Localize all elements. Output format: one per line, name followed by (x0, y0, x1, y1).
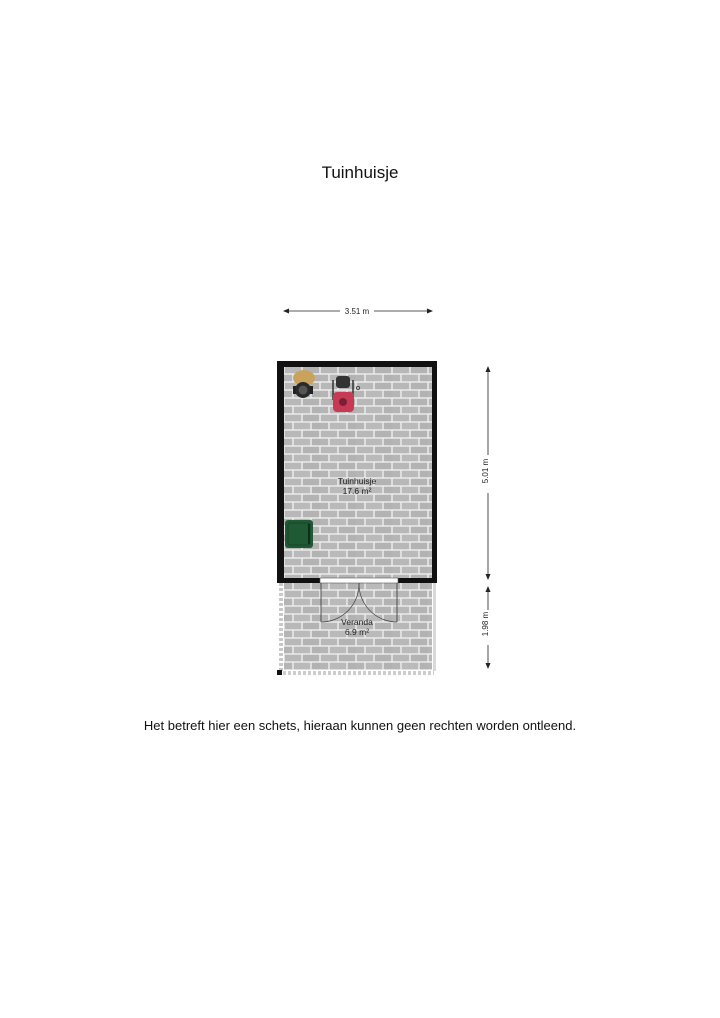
arrow-up-icon (486, 366, 491, 372)
width-dimension-label: 3.51 m (344, 307, 370, 316)
corner-post (277, 670, 282, 675)
height-dimension-veranda (481, 586, 491, 669)
arrow-down-icon (486, 663, 491, 669)
room-name-tuinhuisje: Tuinhuisje (337, 476, 377, 486)
room-area-tuinhuisje: 17.6 m² (342, 486, 372, 496)
width-dimension (283, 307, 433, 316)
arrow-down-icon (486, 574, 491, 580)
disclaimer: Het betreft hier een schets, hieraan kunnen geen rechten worden ontleend. (143, 718, 577, 733)
page-title: Tuinhuisje (321, 163, 399, 182)
height-main-label: 5.01 m (481, 458, 490, 484)
green-bin-icon (285, 520, 313, 548)
arrow-up-icon (486, 586, 491, 592)
arrow-right-icon (427, 309, 433, 314)
height-veranda-label: 1.98 m (481, 611, 490, 637)
room-area-veranda: 6.9 m² (344, 627, 370, 637)
room-name-veranda: Veranda (341, 617, 373, 627)
arrow-left-icon (283, 309, 289, 314)
height-dimension-main (481, 366, 491, 580)
